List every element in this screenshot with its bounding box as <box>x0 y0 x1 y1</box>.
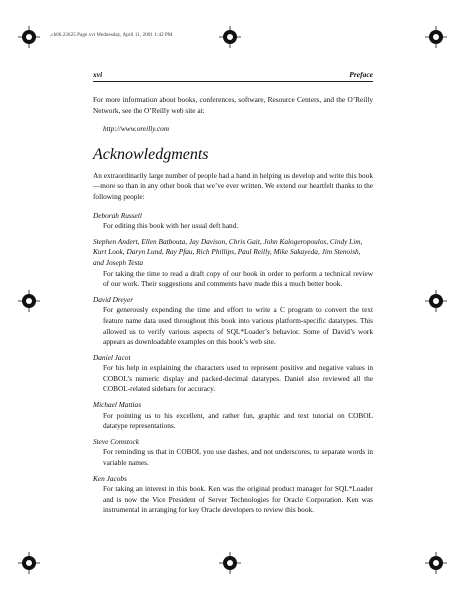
ack-description: For taking an interest in this book. Ken was the original product manager for SQL*Loader and is now the Vice President of Server Technologies for Oracle Corporation. Ken was instrumental in arranging for key Oracle developers to review this book. <box>103 484 373 515</box>
registration-mark-icon <box>18 26 40 48</box>
registration-mark-icon <box>425 552 447 574</box>
page-body <box>93 95 373 521</box>
registration-mark-icon <box>425 290 447 312</box>
registration-mark-icon <box>219 26 241 48</box>
ack-names: Stephen Andert, Ellen Batbouta, Jay Davison, Chris Gait, John Kalogeropoulos, Cindy Lim, Kurt Look, Daryn Lund, Ray Pfau, Rich Phillips, Paul Reilly, Mike Sakayeda, Jim Stenoish, and Joseph Testa <box>93 236 363 267</box>
registration-mark-icon <box>219 552 241 574</box>
intro-paragraph: For more information about books, conferences, software, Resource Centers, and the O’Reilly Network, see the O’Reilly web site at: <box>93 95 373 115</box>
ack-names: Michael Mattias <box>93 400 142 410</box>
section-heading: Acknowledgments <box>93 145 209 163</box>
website-url: http://www.oreilly.com <box>103 124 170 134</box>
section-title: Preface <box>349 70 373 79</box>
print-slug: ,ch00.23625 Page xvi Wednesday, April 11, 2001 1:42 PM <box>50 33 173 38</box>
page-number: xvi <box>93 70 103 79</box>
registration-mark-icon <box>425 26 447 48</box>
ack-names: Daniel Jacot <box>93 352 131 362</box>
ack-names: Deborah Russell <box>93 210 142 220</box>
registration-mark-icon <box>18 290 40 312</box>
ack-description: For reminding us that in COBOL you use dashes, and not underscores, to separate words in variable names. <box>103 447 373 468</box>
ack-names: Steve Comstock <box>93 436 139 446</box>
ack-names: David Dreyer <box>93 294 134 304</box>
registration-mark-icon <box>18 552 40 574</box>
acknowledgments-intro: An extraordinarily large number of people had a hand in helping us develop and write this book—more so than in any other book that we’ve ever written. We extend our heartfelt thanks to the following people: <box>93 170 373 201</box>
ack-description: For his help in explaining the characters used to represent positive and negative values in COBOL’s numeric display and packed-decimal datatypes. Daniel also reviewed all the COBOL-related sidebars for accuracy. <box>103 363 373 394</box>
ack-description: For generously expending the time and effort to write a C program to convert the text feature name data used throughout this book into various platform-specific datatypes. This allowed us to verify various aspects of SQL*Loader’s behavior. Some of David’s work appears as downloadable examples on this book’s web site. <box>103 305 373 347</box>
ack-names: Ken Jacobs <box>93 473 127 483</box>
ack-description: For editing this book with her usual deft hand. <box>103 221 239 231</box>
header-rule <box>93 81 373 82</box>
ack-description: For pointing us to his excellent, and rather fun, graphic and text tutorial on COBOL datatype representations. <box>103 410 373 431</box>
ack-description: For taking the time to read a draft copy of our book in order to perform a technical review of our work. Their suggestions and comments have made this a much better book. <box>103 268 373 289</box>
